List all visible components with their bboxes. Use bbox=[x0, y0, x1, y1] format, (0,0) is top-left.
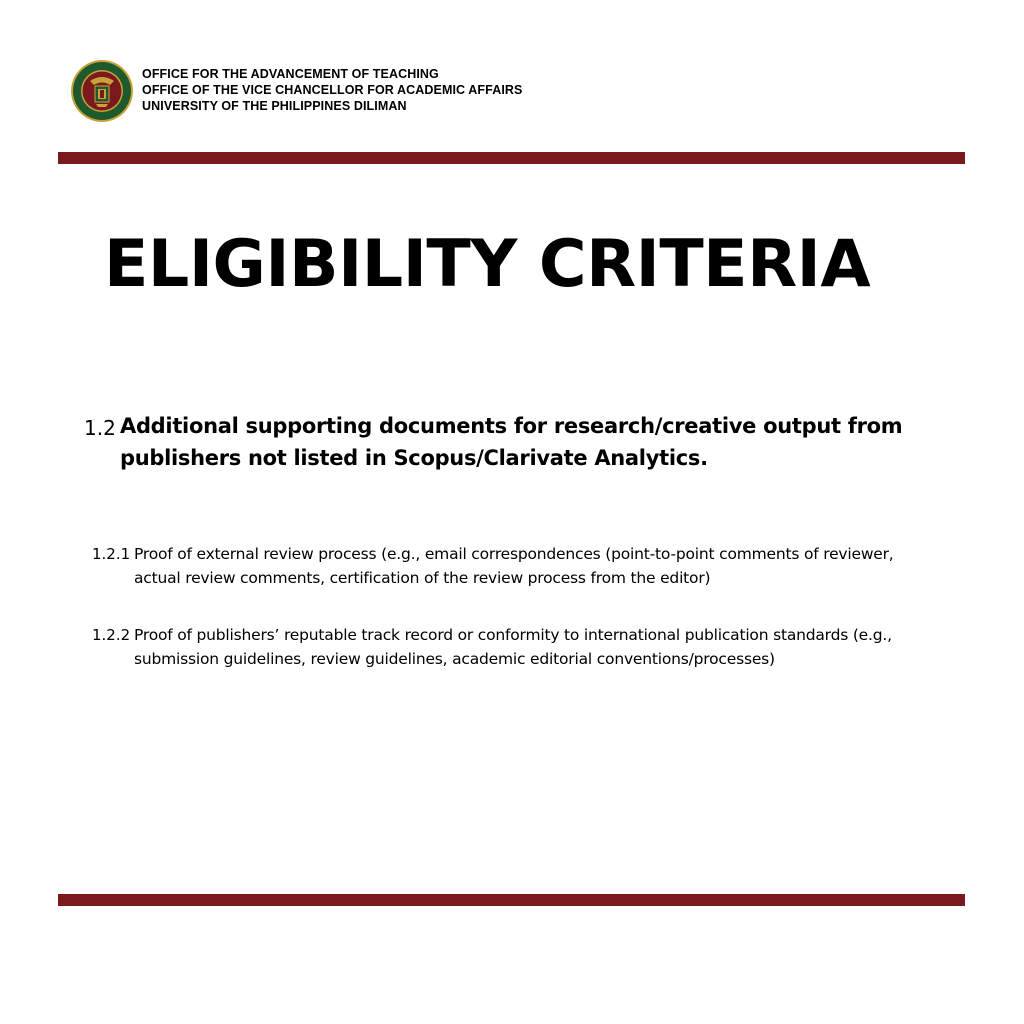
item-text-2: Proof of publishers’ reputable track record or conformity to international publication standards (e.g., submission guidelines, review guidelines, academic editorial conventions/processes) bbox=[134, 626, 892, 668]
section-number: 1.2 bbox=[84, 416, 116, 440]
page-title: ELIGIBILITY CRITERIA bbox=[104, 227, 871, 302]
item-text-1: Proof of external review process (e.g., email correspondences (point-to-point comments of reviewer, actual review comments, certification of the review process from the editor) bbox=[134, 545, 894, 587]
header-line-office-teaching: OFFICE FOR THE ADVANCEMENT OF TEACHING bbox=[142, 67, 439, 81]
office-header bbox=[142, 66, 522, 114]
section-heading: Additional supporting documents for research/creative output from publishers not listed in Scopus/Clarivate Analytics. bbox=[120, 414, 903, 470]
item-number-2: 1.2.2 bbox=[92, 626, 131, 644]
bottom-divider bbox=[58, 894, 965, 906]
up-seal-icon bbox=[70, 59, 134, 123]
top-divider bbox=[58, 152, 965, 164]
item-number-1: 1.2.1 bbox=[92, 545, 131, 563]
header-line-university: UNIVERSITY OF THE PHILIPPINES DILIMAN bbox=[142, 99, 407, 113]
header-line-office-vcaa: OFFICE OF THE VICE CHANCELLOR FOR ACADEMIC AFFAIRS bbox=[142, 83, 523, 97]
